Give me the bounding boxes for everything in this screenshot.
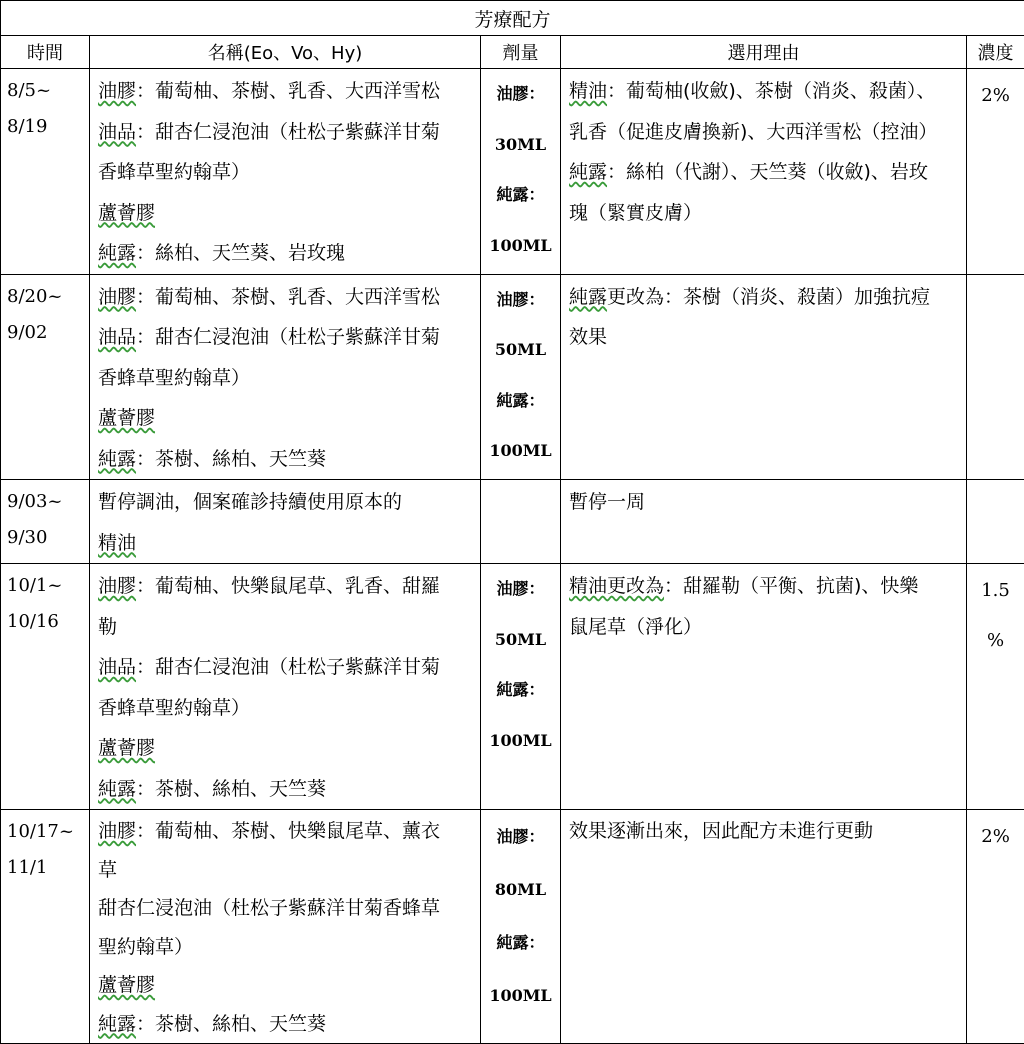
concentration-value: 1.5 (967, 566, 1024, 616)
concentration-value: % (967, 616, 1024, 666)
concentration-value: 2% (967, 812, 1024, 862)
time-end: 9/02 (7, 315, 89, 351)
name-line: 蘆薈膠 (90, 966, 480, 1005)
name-line: 油膠：葡萄柚、茶樹、乳香、大西洋雪松 (90, 71, 480, 112)
dose-amount: 30ML (481, 120, 560, 171)
dose-amount: 100ML (481, 716, 560, 767)
concentration-cell (967, 810, 1024, 1044)
table-row (1, 69, 1024, 275)
dose-label: 純露： (481, 665, 560, 716)
reason-cell (561, 564, 967, 810)
name-line: 油膠：葡萄柚、快樂鼠尾草、乳香、甜羅 (90, 566, 480, 607)
time-end: 10/16 (7, 604, 89, 640)
name-line: 油膠：葡萄柚、茶樹、乳香、大西洋雪松 (90, 277, 480, 318)
concentration-cell (967, 69, 1024, 275)
name-line: 蘆薈膠 (90, 398, 480, 439)
dose-amount: 100ML (481, 426, 560, 477)
name-line: 油品：甜杏仁浸泡油（杜松子紫蘇洋甘菊 (90, 647, 480, 688)
table-body (1, 69, 1024, 1044)
header-reason: 選用理由 (561, 36, 967, 69)
reason-cell (561, 480, 967, 564)
time-end: 9/30 (7, 520, 89, 556)
time-cell (1, 480, 90, 564)
time-start: 10/17~ (7, 814, 89, 850)
reason-line: 瑰（緊實皮膚） (561, 193, 966, 234)
name-cell (90, 480, 481, 564)
time-cell (1, 564, 90, 810)
name-line: 香蜂草聖約翰草） (90, 358, 480, 399)
name-line: 暫停調油，個案確診持續使用原本的 (90, 482, 480, 523)
reason-line: 暫停一周 (561, 482, 966, 523)
name-line: 油品：甜杏仁浸泡油（杜松子紫蘇洋甘菊 (90, 317, 480, 358)
dose-amount: 100ML (481, 221, 560, 272)
dose-amount: 80ML (481, 863, 560, 916)
name-line: 純露：茶樹、絲柏、天竺葵 (90, 769, 480, 810)
concentration-cell (967, 274, 1024, 480)
table-row (1, 274, 1024, 480)
name-cell (90, 69, 481, 275)
table-row (1, 564, 1024, 810)
reason-cell (561, 274, 967, 480)
dose-amount: 50ML (481, 615, 560, 666)
concentration-cell (967, 480, 1024, 564)
header-row (1, 36, 1024, 69)
header-time: 時間 (1, 36, 90, 69)
dose-cell (481, 69, 561, 275)
name-line: 蘆薈膠 (90, 728, 480, 769)
reason-line: 精油：葡萄柚(收斂)、茶樹（消炎、殺菌）、 (561, 71, 966, 112)
reason-line: 效果 (561, 317, 966, 358)
name-line: 香蜂草聖約翰草） (90, 688, 480, 729)
dose-label: 油膠： (481, 275, 560, 326)
table-title-row (1, 1, 1024, 36)
time-cell (1, 69, 90, 275)
time-start: 10/1~ (7, 568, 89, 604)
dose-cell (481, 274, 561, 480)
time-start: 8/20~ (7, 279, 89, 315)
name-line: 草 (90, 851, 480, 890)
name-line: 聖約翰草） (90, 928, 480, 967)
name-line: 香蜂草聖約翰草） (90, 152, 480, 193)
header-dose: 劑量 (481, 36, 561, 69)
time-start: 8/5~ (7, 73, 89, 109)
name-line: 純露：茶樹、絲柏、天竺葵 (90, 1005, 480, 1044)
name-line: 純露：茶樹、絲柏、天竺葵 (90, 439, 480, 480)
dose-cell (481, 810, 561, 1044)
dose-cell (481, 564, 561, 810)
name-line: 油品：甜杏仁浸泡油（杜松子紫蘇洋甘菊 (90, 112, 480, 153)
reason-line: 乳香（促進皮膚換新)、大西洋雪松（控油） (561, 112, 966, 153)
dose-label: 純露： (481, 916, 560, 969)
reason-cell (561, 69, 967, 275)
dose-label: 純露： (481, 376, 560, 427)
time-end: 8/19 (7, 109, 89, 145)
dose-label: 油膠： (481, 810, 560, 863)
reason-line: 純露：絲柏（代謝）、天竺葵（收斂)、岩玫 (561, 152, 966, 193)
reason-cell (561, 810, 967, 1044)
reason-line: 效果逐漸出來，因此配方未進行更動 (561, 812, 966, 851)
dose-label: 純露： (481, 170, 560, 221)
name-line: 蘆薈膠 (90, 193, 480, 234)
time-end: 11/1 (7, 850, 89, 886)
concentration-cell (967, 564, 1024, 810)
table-row (1, 810, 1024, 1044)
header-concentration: 濃度 (967, 36, 1024, 69)
table-title: 芳療配方 (1, 1, 1024, 36)
dose-cell (481, 480, 561, 564)
name-cell (90, 274, 481, 480)
name-cell (90, 564, 481, 810)
name-line: 甜杏仁浸泡油（杜松子紫蘇洋甘菊香蜂草 (90, 889, 480, 928)
name-line: 純露：絲柏、天竺葵、岩玫瑰 (90, 233, 480, 274)
header-name: 名稱(Eo、Vo、Hy) (90, 36, 481, 69)
name-line: 油膠：葡萄柚、茶樹、快樂鼠尾草、薰衣 (90, 812, 480, 851)
name-line: 勒 (90, 607, 480, 648)
dose-amount: 50ML (481, 325, 560, 376)
reason-line: 純露更改為：茶樹（消炎、殺菌）加強抗痘 (561, 277, 966, 318)
table-row (1, 480, 1024, 564)
time-cell (1, 810, 90, 1044)
concentration-value: 2% (967, 71, 1024, 121)
reason-line: 鼠尾草（淨化） (561, 607, 966, 648)
reason-line: 精油更改為：甜羅勒（平衡、抗菌)、快樂 (561, 566, 966, 607)
name-line: 精油 (90, 523, 480, 564)
dose-label: 油膠： (481, 564, 560, 615)
name-cell (90, 810, 481, 1044)
dose-amount: 100ML (481, 969, 560, 1022)
time-start: 9/03~ (7, 484, 89, 520)
time-cell (1, 274, 90, 480)
dose-label: 油膠： (481, 69, 560, 120)
